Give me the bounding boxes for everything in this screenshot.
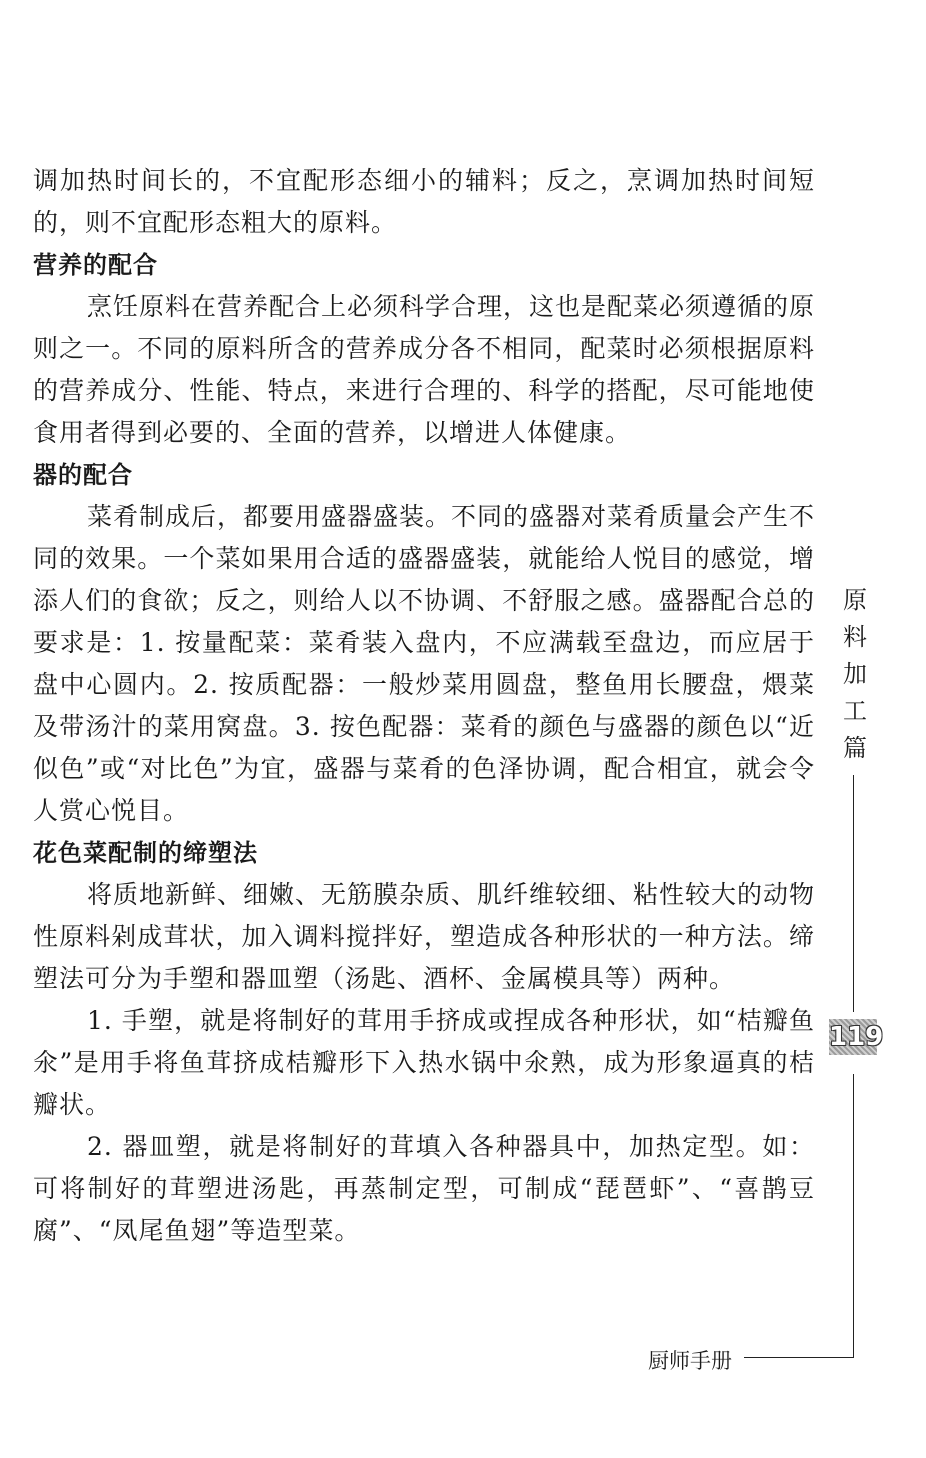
side-rule-lower xyxy=(853,1074,854,1358)
paragraph: 2. 器皿塑，就是将制好的茸填入各种器具中，加热定型。如：可将制好的茸塑进汤匙，再蒸制定型，可制成“琵琶虾”、“喜鹊豆腐”、“凤尾鱼翅”等造型菜。 xyxy=(33,1132,815,1245)
page-body xyxy=(33,160,815,1252)
side-rule-upper xyxy=(853,775,854,1012)
paragraph: 调加热时间长的，不宜配形态细小的辅料；反之，烹调加热时间短的，则不宜配形态粗大的原料。 xyxy=(33,166,815,237)
section-heading-vessel: 器的配合 xyxy=(33,461,133,489)
section-heading-nutrition: 营养的配合 xyxy=(33,251,158,279)
paragraph: 将质地新鲜、细嫩、无筋膜杂质、肌纤维较细、粘性较大的动物性原料剁成茸状，加入调料搅拌好，塑造成各种形状的一种方法。缔塑法可分为手塑和器皿塑（汤匙、酒杯、金属模具等）两种。 xyxy=(33,880,816,993)
side-label-char: 料 xyxy=(843,623,867,651)
side-label-char: 工 xyxy=(843,697,867,725)
footer-book-title: 厨师手册 xyxy=(648,1349,732,1373)
page-number: 119 xyxy=(829,1019,877,1055)
paragraph: 1. 手塑，就是将制好的茸用手挤成或捏成各种形状，如“桔瓣鱼氽”是用手将鱼茸挤成桔瓣形下入热水锅中氽熟，成为形象逼真的桔瓣状。 xyxy=(33,1006,815,1119)
paragraph: 菜肴制成后，都要用盛器盛装。不同的盛器对菜肴质量会产生不同的效果。一个菜如果用合适的盛器盛装，就能给人悦目的感觉，增添人们的食欲；反之，则给人以不协调、不舒服之感。盛器配合总的要求是：1. 按量配菜：菜肴装入盘内，不应满载至盘边，而应居于盘中心圆内。2. 按质配器：一般炒菜用圆盘，整鱼用长腰盘，煨菜及带汤汁的菜用窝盘。3. 按色配器：菜肴的颜色与盛器的颜色以“近似色”或“对比色”为宜，盛器与菜肴的色泽协调，配合相宜，就会令人赏心悦目。 xyxy=(33,502,816,825)
side-label-char: 篇 xyxy=(843,734,867,762)
paragraph: 烹饪原料在营养配合上必须科学合理，这也是配菜必须遵循的原则之一。不同的原料所含的营养成分各不相同，配菜时必须根据原料的营养成分、性能、特点，来进行合理的、科学的搭配，尽可能地使食用者得到必要的、全面的营养，以增进人体健康。 xyxy=(33,292,816,447)
side-section-label xyxy=(841,582,869,767)
side-label-char: 加 xyxy=(843,660,867,688)
section-heading-shaping-method: 花色菜配制的缔塑法 xyxy=(33,839,258,867)
side-label-char: 原 xyxy=(843,586,867,614)
footer-rule xyxy=(744,1357,854,1358)
